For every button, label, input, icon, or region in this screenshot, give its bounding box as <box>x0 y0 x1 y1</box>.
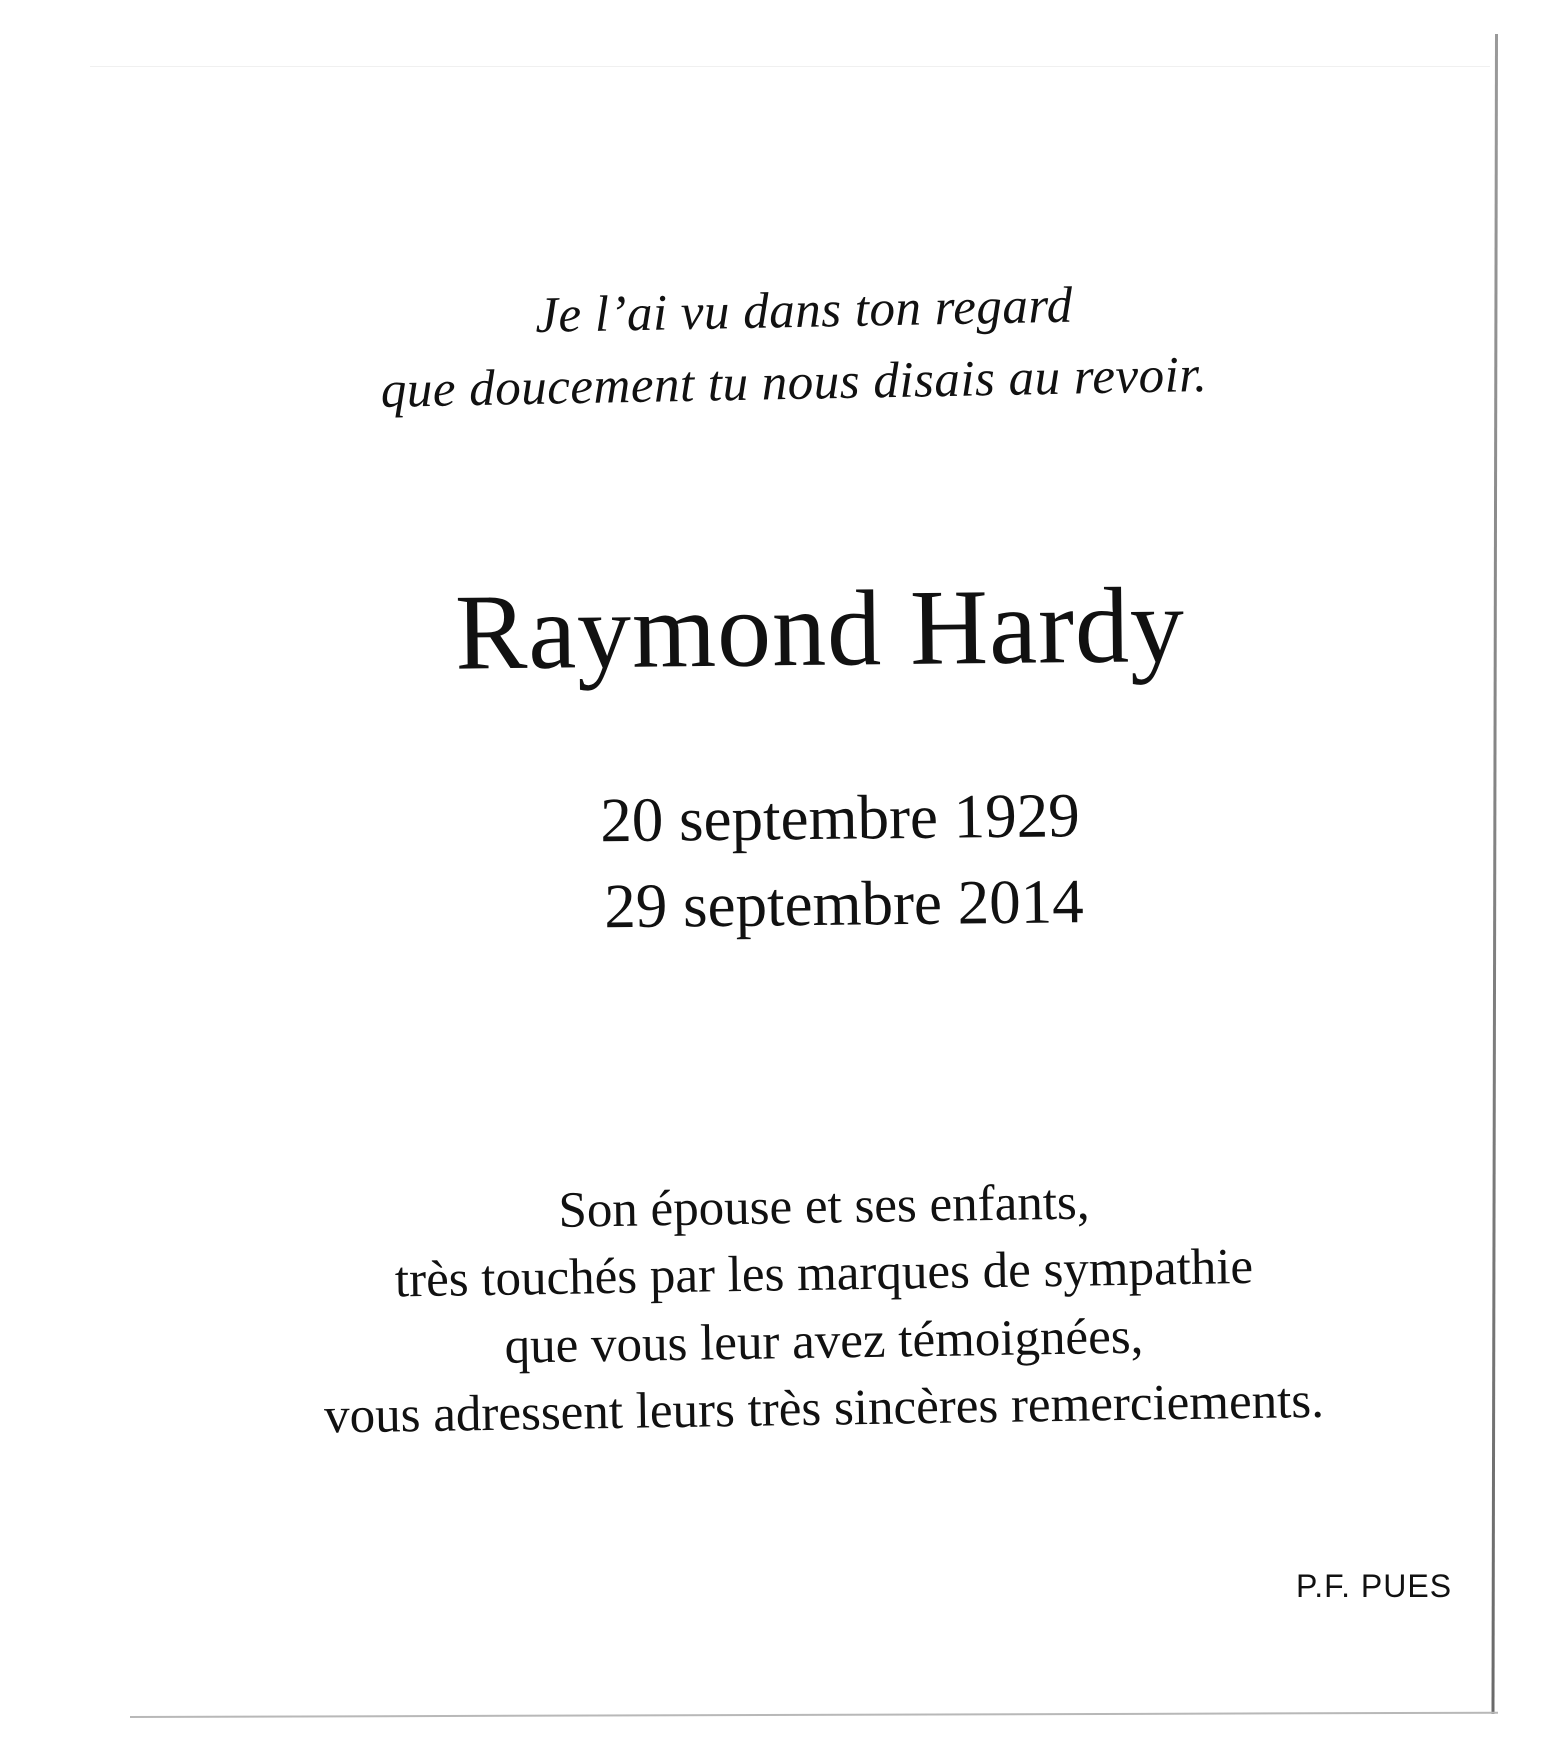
poem-line-1: Je l’ai vu dans ton regard <box>534 277 1074 344</box>
deceased-name: Raymond Hardy <box>454 565 1186 693</box>
birth-date: 20 septembre 1929 <box>599 780 1081 856</box>
thanks-line-1: Son épouse et ses enfants, <box>558 1174 1090 1239</box>
thanks-line-3: que vous leur avez témoignées, <box>504 1308 1144 1375</box>
card-bottom-edge <box>130 1712 1498 1718</box>
thanks-line-2: très touchés par les marques de sympathie <box>394 1238 1254 1309</box>
death-date: 29 septembre 2014 <box>603 866 1085 942</box>
poem-line-2: que doucement tu nous disais au revoir. <box>380 346 1208 419</box>
thanks-line-4: vous adressent leurs très sincères remerciements. <box>323 1372 1325 1445</box>
funeral-home-credit: P.F. PUES <box>1296 1568 1453 1604</box>
card-top-edge <box>90 66 1490 67</box>
